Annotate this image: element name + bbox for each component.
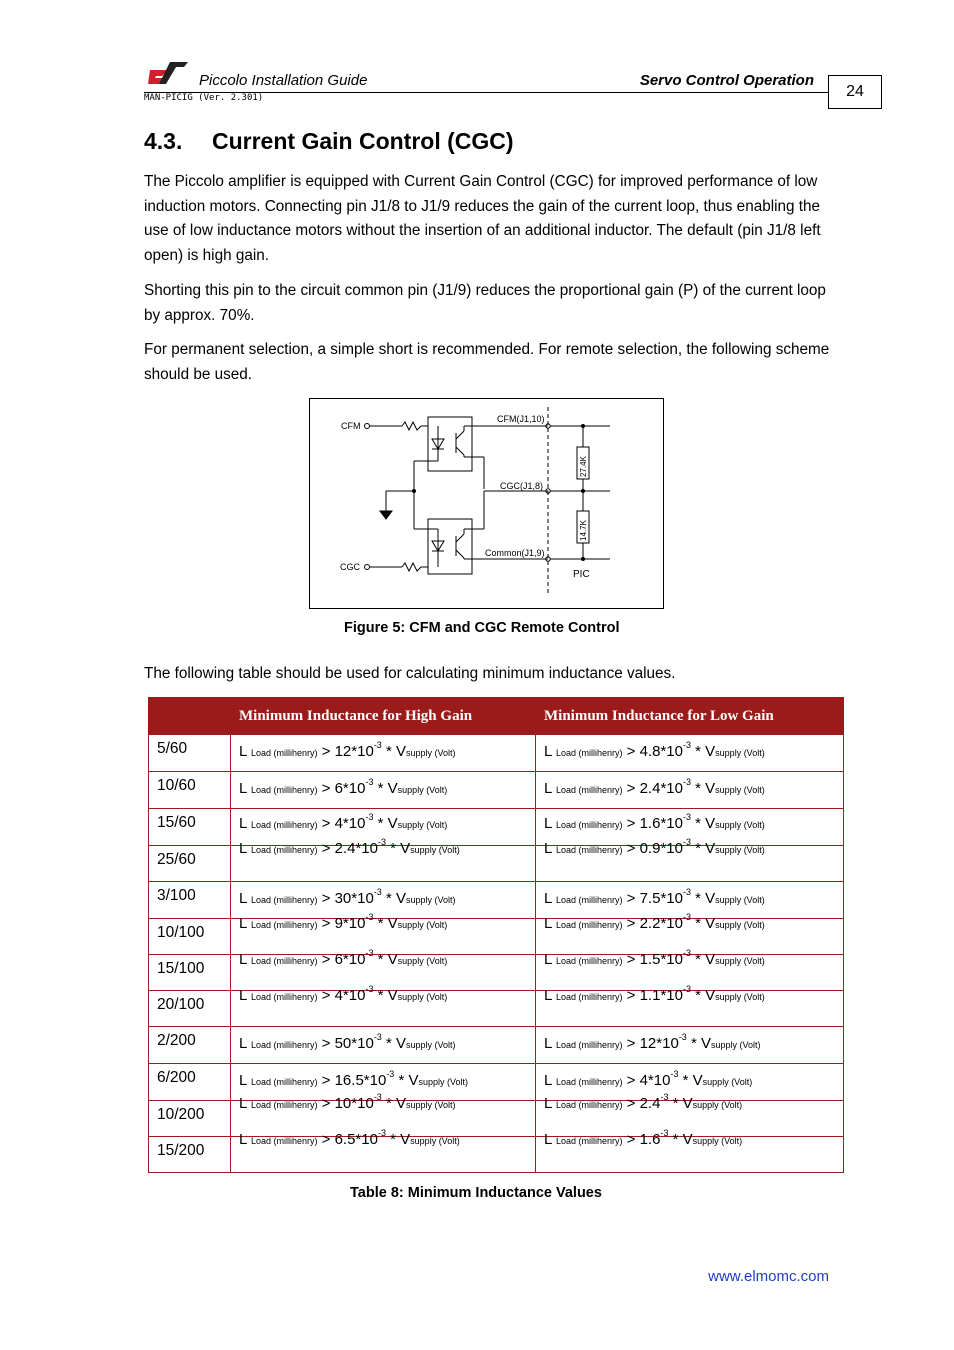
formula-part: -3 — [373, 1092, 382, 1102]
high-gain-formula — [239, 887, 456, 907]
formula-part: supply (Volt) — [406, 1040, 456, 1050]
inductance-table — [148, 697, 844, 1173]
formula-part: supply (Volt) — [397, 992, 448, 1002]
formula-part: > — [622, 840, 640, 857]
formula-part: > — [317, 890, 335, 907]
formula-part: L — [544, 840, 556, 857]
formula-part: 2.2*10 — [639, 915, 683, 932]
formula-part: > — [622, 915, 640, 932]
formula-part: L — [544, 815, 556, 832]
paragraph-shorting: Shorting this pin to the circuit common pin (J1/9) reduces the proportional gain (P) of the current loop by approx. 70%. — [144, 282, 826, 324]
formula-part: * V — [690, 743, 716, 760]
formula-part: * V — [678, 1072, 703, 1089]
paragraph-intro: The Piccolo amplifier is equipped with Current Gain Control (CGC) for improved performance of low induction motors. Connecting pin J1/8 to J1/9 reduces the gain of the current loop, thus enabling the use of low inductance motors without the insertion of an additional inductor. The default (pin J1/8 left open) is high gain. — [144, 173, 821, 264]
high-gain-formula — [239, 837, 460, 857]
formula-part: -3 — [682, 777, 691, 787]
formula-part: supply (Volt) — [410, 845, 460, 855]
formula-part: * V — [690, 780, 716, 797]
formula-part: -3 — [386, 1069, 395, 1079]
formula-part: > — [317, 1095, 335, 1112]
formula-part: supply (Volt) — [715, 895, 765, 905]
formula-part: Load (millihenry) — [555, 1077, 623, 1087]
formula-part: > — [317, 1131, 335, 1148]
formula-part: > — [622, 1072, 640, 1089]
formula-part: 4*10 — [334, 815, 366, 832]
formula-part: > — [622, 743, 640, 760]
table-intro: The following table should be used for calculating minimum inductance values. — [144, 665, 676, 682]
table-row — [149, 772, 844, 809]
formula-part: * V — [690, 890, 716, 907]
page-number: 24 — [828, 75, 882, 109]
formula-part: -3 — [377, 1128, 386, 1138]
high-gain-formula — [239, 1032, 456, 1052]
formula-part: 16.5*10 — [334, 1072, 387, 1089]
formula-part: > — [622, 987, 640, 1004]
formula-part: 4.8*10 — [639, 743, 683, 760]
formula-part: > — [622, 890, 640, 907]
formula-part: > — [622, 1095, 640, 1112]
formula-part: 1.1*10 — [639, 987, 683, 1004]
formula-part: -3 — [365, 812, 374, 822]
formula-part: -3 — [682, 837, 691, 847]
formula-part: Load (millihenry) — [555, 1136, 623, 1146]
table-header-row — [149, 698, 844, 735]
formula-part: > — [317, 915, 335, 932]
formula-part: Load (millihenry) — [555, 845, 623, 855]
formula-part: > — [622, 951, 640, 968]
formula-part: * V — [373, 815, 398, 832]
section-name: Servo Control Operation — [639, 72, 814, 89]
formula-part: supply (Volt) — [410, 1136, 460, 1146]
formula-part: * V — [381, 1035, 407, 1052]
formula-part: * V — [690, 815, 716, 832]
formula-part: > — [317, 815, 335, 832]
label-r1: 27.4K — [579, 456, 588, 477]
paragraph-selection: For permanent selection, a simple short is recommended. For remote selection, the following scheme should be used. — [144, 341, 830, 383]
formula-part: > — [317, 987, 335, 1004]
low-gain-formula — [544, 984, 765, 1004]
formula-part: Load (millihenry) — [250, 845, 318, 855]
high-gain-cell — [231, 882, 536, 919]
formula-part: * V — [381, 890, 407, 907]
formula-part: * V — [381, 1095, 407, 1112]
formula-part: supply (Volt) — [711, 1040, 761, 1050]
label-cgc-pin: CGC(J1,8) — [500, 481, 544, 491]
formula-part: supply (Volt) — [397, 956, 448, 966]
rating-cell: 15/60 — [149, 809, 231, 846]
formula-part: supply (Volt) — [715, 845, 765, 855]
formula-part: Load (millihenry) — [555, 785, 623, 795]
low-gain-formula — [544, 912, 765, 932]
footer-url[interactable]: www.elmomc.com — [708, 1268, 829, 1285]
formula-part: 1.6*10 — [639, 815, 683, 832]
doc-id: MAN-PICIG (Ver. 2.301) — [144, 93, 264, 103]
low-gain-cell — [536, 1128, 844, 1173]
formula-part: 2.4 — [639, 1095, 661, 1112]
formula-part: > — [317, 951, 335, 968]
formula-part: * V — [385, 840, 411, 857]
header-rating — [149, 698, 231, 735]
high-gain-cell — [231, 735, 536, 772]
formula-part: -3 — [365, 777, 374, 787]
low-gain-formula — [544, 740, 765, 760]
formula-part: -3 — [670, 1069, 679, 1079]
formula-part: supply (Volt) — [692, 1100, 743, 1110]
high-gain-cell — [231, 1027, 536, 1064]
formula-part: -3 — [682, 812, 691, 822]
formula-part: * V — [373, 915, 398, 932]
formula-part: * V — [394, 1072, 419, 1089]
formula-part: 6.5*10 — [334, 1131, 378, 1148]
high-gain-cell — [231, 912, 536, 955]
high-gain-cell — [231, 984, 536, 1027]
table-row — [149, 735, 844, 772]
rating-cell: 10/60 — [149, 772, 231, 809]
formula-part: 4*10 — [639, 1072, 671, 1089]
doc-title: Piccolo Installation Guide — [199, 72, 368, 89]
formula-part: L — [239, 1035, 251, 1052]
rating-cell: 2/200 — [149, 1027, 231, 1064]
formula-part: L — [239, 815, 251, 832]
formula-part: * V — [373, 780, 398, 797]
rating-cell: 6/200 — [149, 1064, 231, 1101]
formula-part: 6*10 — [334, 951, 366, 968]
formula-part: 4*10 — [334, 987, 366, 1004]
low-gain-cell — [536, 772, 844, 809]
formula-part: -3 — [660, 1128, 669, 1138]
formula-part: * V — [385, 1131, 411, 1148]
low-gain-formula — [544, 837, 765, 857]
rating-cell: 25/60 — [149, 846, 231, 882]
formula-part: L — [544, 1095, 556, 1112]
low-gain-formula — [544, 1069, 753, 1089]
formula-part: L — [544, 1035, 556, 1052]
formula-part: L — [544, 1131, 556, 1148]
formula-part: Load (millihenry) — [555, 820, 623, 830]
formula-part: 1.6 — [639, 1131, 661, 1148]
formula-part: * V — [690, 987, 716, 1004]
formula-part: -3 — [365, 984, 374, 994]
formula-part: L — [544, 951, 556, 968]
low-gain-cell — [536, 735, 844, 772]
formula-part: L — [239, 987, 251, 1004]
formula-part: -3 — [682, 740, 691, 750]
formula-part: supply (Volt) — [692, 1136, 743, 1146]
formula-part: -3 — [682, 984, 691, 994]
label-pic: PIC — [573, 569, 590, 580]
formula-part: L — [239, 743, 251, 760]
formula-part: -3 — [373, 1032, 382, 1042]
formula-part: L — [239, 915, 251, 932]
table-row — [149, 1027, 844, 1064]
formula-part: > — [622, 815, 640, 832]
high-gain-cell — [231, 948, 536, 991]
formula-part: Load (millihenry) — [555, 895, 623, 905]
table-row — [149, 1137, 844, 1173]
formula-part: L — [239, 840, 251, 857]
formula-part: -3 — [682, 912, 691, 922]
low-gain-formula — [544, 777, 765, 797]
formula-part: supply (Volt) — [397, 820, 448, 830]
formula-part: supply (Volt) — [702, 1077, 753, 1087]
formula-part: -3 — [373, 887, 382, 897]
formula-part: * V — [373, 951, 398, 968]
formula-part: supply (Volt) — [715, 785, 765, 795]
formula-part: Load (millihenry) — [250, 1040, 318, 1050]
formula-part: supply (Volt) — [715, 748, 765, 758]
formula-part: -3 — [365, 912, 374, 922]
high-gain-formula — [239, 1092, 456, 1112]
formula-part: 12*10 — [639, 1035, 679, 1052]
formula-part: * V — [373, 987, 398, 1004]
table-row — [149, 955, 844, 991]
formula-part: Load (millihenry) — [250, 992, 318, 1002]
formula-part: Load (millihenry) — [250, 785, 318, 795]
table-row — [149, 991, 844, 1027]
formula-part: > — [317, 840, 335, 857]
low-gain-cell — [536, 984, 844, 1027]
formula-part: > — [317, 780, 335, 797]
formula-part: supply (Volt) — [406, 895, 456, 905]
formula-part: * V — [381, 743, 407, 760]
formula-part: L — [544, 890, 556, 907]
label-common-pin: Common(J1,9) — [485, 548, 545, 558]
header-low-gain: Minimum Inductance for Low Gain — [536, 698, 844, 735]
formula-part: Load (millihenry) — [250, 956, 318, 966]
table-row — [149, 919, 844, 955]
formula-part: supply (Volt) — [715, 992, 765, 1002]
rating-cell: 5/60 — [149, 735, 231, 772]
formula-part: Load (millihenry) — [250, 820, 318, 830]
high-gain-cell — [231, 837, 536, 882]
high-gain-formula — [239, 777, 448, 797]
high-gain-formula — [239, 948, 448, 968]
label-cgc: CGC — [340, 562, 360, 572]
formula-part: 0.9*10 — [639, 840, 683, 857]
formula-part: Load (millihenry) — [250, 748, 318, 758]
formula-part: 10*10 — [334, 1095, 374, 1112]
formula-part: supply (Volt) — [715, 956, 765, 966]
formula-part: 6*10 — [334, 780, 366, 797]
formula-part: > — [622, 1131, 640, 1148]
circuit-figure — [309, 398, 664, 609]
formula-part: L — [544, 780, 556, 797]
low-gain-formula — [544, 1128, 743, 1148]
low-gain-formula — [544, 812, 765, 832]
label-cfm-pin: CFM(J1,10) — [497, 414, 545, 424]
formula-part: L — [544, 743, 556, 760]
formula-part: Load (millihenry) — [250, 1136, 318, 1146]
formula-part: Load (millihenry) — [250, 1077, 318, 1087]
formula-part: L — [239, 951, 251, 968]
elmo-logo — [146, 58, 190, 90]
table-row — [149, 882, 844, 919]
high-gain-cell — [231, 1128, 536, 1173]
table-row — [149, 846, 844, 882]
formula-part: Load (millihenry) — [250, 1100, 318, 1110]
rating-cell: 10/200 — [149, 1101, 231, 1137]
formula-part: Load (millihenry) — [555, 992, 623, 1002]
formula-part: L — [239, 1072, 251, 1089]
formula-part: supply (Volt) — [406, 1100, 456, 1110]
formula-part: 2.4*10 — [334, 840, 378, 857]
formula-part: 12*10 — [334, 743, 374, 760]
formula-part: Load (millihenry) — [250, 895, 318, 905]
formula-part: -3 — [682, 948, 691, 958]
circuit-diagram — [310, 399, 662, 607]
rating-cell: 20/100 — [149, 991, 231, 1027]
high-gain-formula — [239, 912, 448, 932]
low-gain-cell — [536, 1027, 844, 1064]
formula-part: 1.5*10 — [639, 951, 683, 968]
formula-part: L — [239, 1095, 251, 1112]
formula-part: Load (millihenry) — [555, 920, 623, 930]
formula-part: Load (millihenry) — [555, 956, 623, 966]
low-gain-formula — [544, 887, 765, 907]
formula-part: -3 — [373, 740, 382, 750]
formula-part: supply (Volt) — [418, 1077, 469, 1087]
formula-part: L — [239, 1131, 251, 1148]
formula-part: > — [317, 743, 335, 760]
label-r2: 14.7K — [579, 520, 588, 541]
formula-part: supply (Volt) — [715, 920, 765, 930]
formula-part: * V — [686, 1035, 712, 1052]
section-title: Current Gain Control (CGC) — [212, 128, 514, 154]
high-gain-cell — [231, 772, 536, 809]
low-gain-cell — [536, 837, 844, 882]
formula-part: 7.5*10 — [639, 890, 683, 907]
rating-cell: 15/200 — [149, 1137, 231, 1173]
formula-part: 50*10 — [334, 1035, 374, 1052]
high-gain-formula — [239, 740, 456, 760]
table-caption: Table 8: Minimum Inductance Values — [350, 1185, 602, 1201]
formula-part: supply (Volt) — [397, 785, 448, 795]
formula-part: -3 — [660, 1092, 669, 1102]
figure-caption: Figure 5: CFM and CGC Remote Control — [344, 620, 620, 636]
formula-part: supply (Volt) — [715, 820, 765, 830]
formula-part: 9*10 — [334, 915, 366, 932]
formula-part: -3 — [678, 1032, 687, 1042]
formula-part: * V — [690, 915, 716, 932]
low-gain-formula — [544, 948, 765, 968]
high-gain-formula — [239, 1128, 460, 1148]
formula-part: 30*10 — [334, 890, 374, 907]
low-gain-formula — [544, 1092, 743, 1112]
formula-part: -3 — [377, 837, 386, 847]
formula-part: * V — [668, 1131, 693, 1148]
formula-part: L — [544, 915, 556, 932]
formula-part: * V — [668, 1095, 693, 1112]
header-high-gain: Minimum Inductance for High Gain — [231, 698, 536, 735]
formula-part: * V — [690, 951, 716, 968]
formula-part: * V — [690, 840, 716, 857]
rating-cell: 10/100 — [149, 919, 231, 955]
formula-part: L — [544, 987, 556, 1004]
formula-part: supply (Volt) — [406, 748, 456, 758]
rating-cell: 3/100 — [149, 882, 231, 919]
label-cfm: CFM — [341, 421, 361, 431]
formula-part: > — [622, 780, 640, 797]
high-gain-formula — [239, 1069, 469, 1089]
formula-part: supply (Volt) — [397, 920, 448, 930]
rating-cell: 15/100 — [149, 955, 231, 991]
formula-part: L — [239, 890, 251, 907]
formula-part: 2.4*10 — [639, 780, 683, 797]
high-gain-formula — [239, 984, 448, 1004]
formula-part: Load (millihenry) — [555, 1040, 623, 1050]
formula-part: Load (millihenry) — [555, 1100, 623, 1110]
low-gain-formula — [544, 1032, 761, 1052]
formula-part: L — [239, 780, 251, 797]
formula-part: > — [317, 1072, 335, 1089]
formula-part: > — [317, 1035, 335, 1052]
formula-part: Load (millihenry) — [250, 920, 318, 930]
formula-part: L — [544, 1072, 556, 1089]
section-heading — [144, 128, 514, 155]
high-gain-formula — [239, 812, 448, 832]
formula-part: -3 — [365, 948, 374, 958]
formula-part: -3 — [682, 887, 691, 897]
section-number: 4.3. — [144, 128, 183, 154]
formula-part: Load (millihenry) — [555, 748, 623, 758]
formula-part: > — [622, 1035, 640, 1052]
